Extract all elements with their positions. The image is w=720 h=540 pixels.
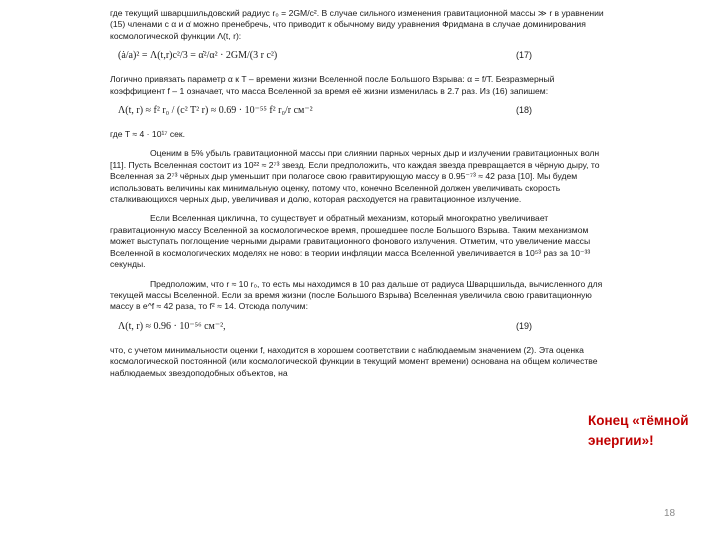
equation-19-number: (19) xyxy=(515,320,532,331)
equation-18-expression: Λ(t, r) ≈ f² r₀ / (c² T² r) ≈ 0.69 · 10⁻⁵⁵ f² r₀/r см⁻² xyxy=(118,105,313,117)
page-number: 18 xyxy=(664,508,676,519)
equation-17-expression: (ȧ/a)² = Λ(t,r)c²/3 = α̇²/α² · 2GM/(3 r c²) xyxy=(118,50,278,62)
equation-17-number: (17) xyxy=(515,50,532,61)
paragraph-2: Логично привязать параметр α к T – времени жизни Вселенной после Большого Взрыва: α = f/T. Безразмерный коэффициент f – 1 означает, что масса Вселенной за время её жизни изменилась в 2.7 раз. Из (16) запишем: xyxy=(110,74,555,96)
slide-caption: Конец «тёмной энергии»! xyxy=(588,413,689,448)
paragraph-6: Предположим, что r ≈ 10 r₀, то есть мы находимся в 10 раз дальше от радиуса Шварцшильда, вычисленного для текущей массы Вселенной. Если за время жизни (после Большого Взрыва) Вселенная увеличила свою гравитационную массу в e^f ≈ 42 раза, то f² ≈ 14. Отсюда получим: xyxy=(110,278,603,312)
equation-17 xyxy=(110,44,610,70)
equation-19-expression: Λ(t, r) ≈ 0.96 · 10⁻⁵⁶ см⁻², xyxy=(118,320,226,332)
paragraph-1: где текущий шварцшильдовский радиус r₀ = 2GM/c². В случае сильного изменения гравитационной массы ≫ r в уравнении (15) членами с α и α̇ можно пренебречь, что приводит к обычному виду уравнения Фридмана в случае доминирования космологической функции Λ(t, r): xyxy=(110,8,604,41)
paragraph-7: что, с учетом минимальности оценки f, находится в хорошем соответствии с наблюдаемым значением (2). Эта оценка космологической постоянной (или космологической функции в текущий момент времени) основана на общем количестве наблюдаемых звездоподобных объектов, на xyxy=(110,344,598,378)
equation-18 xyxy=(110,99,610,125)
paragraph-3: где T ≈ 4 · 10¹⁷ сек. xyxy=(110,129,186,140)
paragraph-4: Оценим в 5% убыль гравитационной массы при слиянии парных черных дыр и излучении гравитационных волн [11]. Пусть Вселенная состоит из 10²² ≈ 2⁷³ звезд. Если предположить, что каждая звезда превращается в чёрную дыру, то Вселенная за 2⁷³ чёрных дыр уменьшит при полагосе свою гравитирующую массу в 0.95⁻⁷³ ≈ 42 раза [10]. Мы будем использовать величины как минимальную оценку, потому что, конечно Вселенной должен увеличивать скорость сталкивающихся черных дыр, увеличивая и долю, которая расходуется на гравитационное излучение. xyxy=(110,148,600,205)
paragraph-5: Если Вселенная циклична, то существует и обратный механизм, который многократно увеличивает гравитационную массу Вселенной за космологическое время, прошедшее после Большого Взрыва. Таким механизмом может выступать поглощение черными дырами гравитационного фонового излучения. Отметим, что увеличение массы Вселенной в космологических моделях не ново: в теории инфляции масса Вселенной увеличивается в 10⁵³ раз за 10⁻³³ секунды. xyxy=(110,213,591,270)
equation-19 xyxy=(110,315,610,341)
document-text xyxy=(110,8,610,379)
equation-18-number: (18) xyxy=(515,105,532,116)
